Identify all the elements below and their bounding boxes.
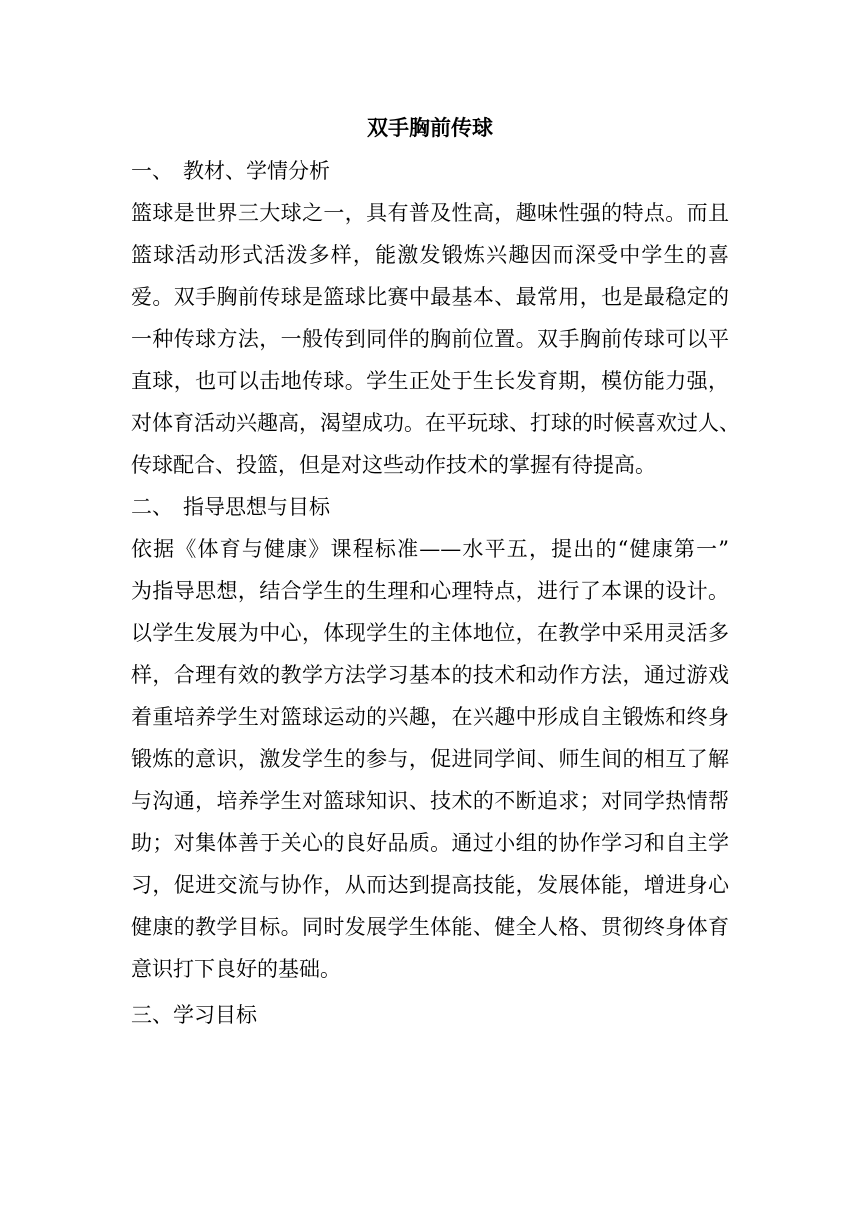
paragraph-line: 依据《体育与健康》课程标准——水平五，提出的“健康第一”: [131, 537, 729, 561]
paragraph-line: 篮球是世界三大球之一，具有普及性高，趣味性强的特点。而且: [131, 201, 729, 225]
paragraph-line: 爱。双手胸前传球是篮球比赛中最基本、最常用，也是最稳定的: [131, 285, 729, 309]
paragraph-line: 着重培养学生对篮球运动的兴趣，在兴趣中形成自主锻炼和终身: [131, 705, 729, 729]
section-title-2: 指导思想与目标: [183, 495, 330, 519]
paragraph-line: 样，合理有效的教学方法学习基本的技术和动作方法，通过游戏: [131, 663, 729, 687]
paragraph-line: 传球配合、投篮，但是对这些动作技术的掌握有待提高。: [131, 453, 656, 477]
section-title-1: 教材、学情分析: [183, 159, 330, 183]
paragraph-line: 以学生发展为中心，体现学生的主体地位，在教学中采用灵活多: [131, 621, 729, 645]
section-heading-2: [131, 492, 729, 523]
paragraph-line: 一种传球方法，一般传到同伴的胸前位置。双手胸前传球可以平: [131, 327, 729, 351]
paragraph-line: 与沟通，培养学生对篮球知识、技术的不断追求；对同学热情帮: [131, 789, 729, 813]
document-title: 双手胸前传球: [367, 115, 493, 140]
paragraph-line: 对体育活动兴趣高，渴望成功。在平玩球、打球的时候喜欢过人、: [131, 411, 740, 435]
paragraph-line: 助；对集体善于关心的良好品质。通过小组的协作学习和自主学: [131, 831, 729, 855]
paragraph-line: 篮球活动形式活泼多样，能激发锻炼兴趣因而深受中学生的喜: [131, 243, 729, 267]
section-heading-1: [131, 156, 729, 187]
paragraph-line: 意识打下良好的基础。: [131, 957, 341, 981]
section-heading-3: 三、学习目标: [131, 1003, 257, 1027]
paragraph-line: 习，促进交流与协作，从而达到提高技能，发展体能，增进身心: [131, 873, 729, 897]
document-body: [131, 112, 740, 1042]
paragraph-line: 为指导思想，结合学生的生理和心理特点，进行了本课的设计。: [131, 579, 729, 603]
section-number-2: 二、: [131, 495, 173, 519]
paragraph-line: 直球，也可以击地传球。学生正处于生长发育期，模仿能力强，: [131, 369, 729, 393]
section-number-1: 一、: [131, 159, 173, 183]
paragraph-line: 健康的教学目标。同时发展学生体能、健全人格、贯彻终身体育: [131, 915, 729, 939]
paragraph-line: 锻炼的意识，激发学生的参与，促进同学间、师生间的相互了解: [131, 747, 729, 771]
